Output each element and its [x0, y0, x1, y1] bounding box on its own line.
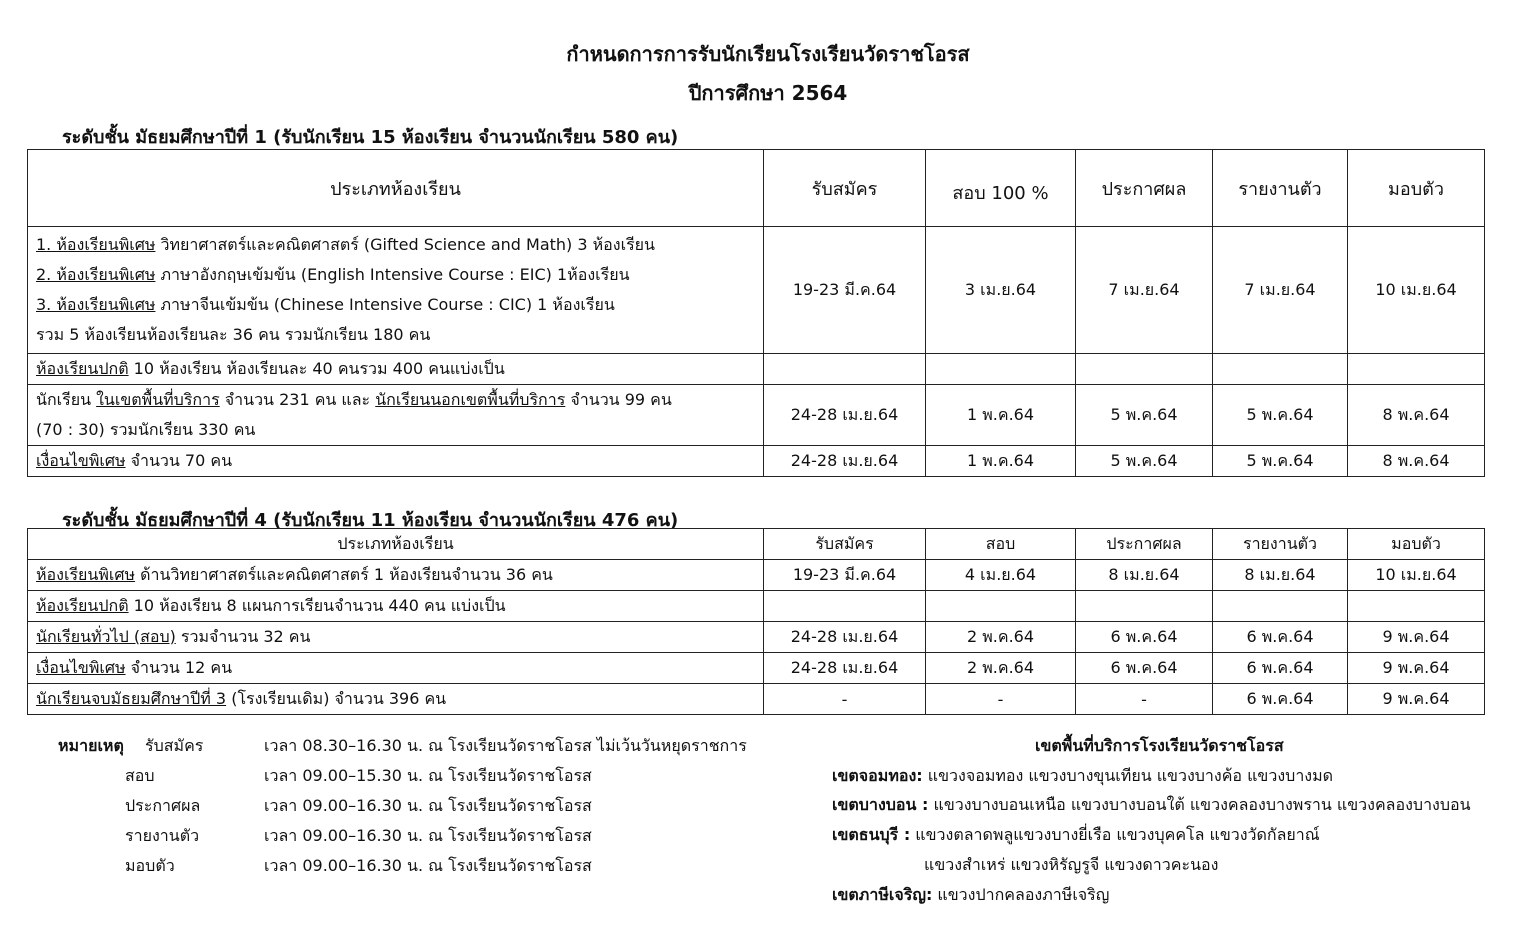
table-header-row: [28, 529, 1485, 560]
service-area-item: [832, 883, 1109, 908]
date-cell: 3 เม.ย.64: [926, 227, 1076, 354]
date-cell: 7 เม.ย.64: [1213, 227, 1348, 354]
date-cell: 2 พ.ค.64: [926, 622, 1076, 653]
out-area-label: นักเรียนนอกเขตพื้นที่บริการ: [375, 390, 566, 409]
subdistricts: แขวงบางบอนเหนือ แขวงบางบอนใต้ แขวงคลองบางพราน แขวงคลองบางบอน: [928, 795, 1471, 814]
room-type-label: เงื่อนไขพิเศษ: [36, 657, 126, 677]
col-header: มอบตัว: [1348, 529, 1485, 560]
service-area-title: เขตพื้นที่บริการโรงเรียนวัดราชโอรส: [1035, 736, 1284, 755]
date-cell: 5 พ.ค.64: [1076, 446, 1213, 477]
date-cell: 4 เม.ย.64: [926, 560, 1076, 591]
date-cell: 24-28 เม.ย.64: [764, 385, 926, 446]
date-cell: 24-28 เม.ย.64: [764, 622, 926, 653]
service-area-item: [832, 764, 1333, 789]
date-cell: 6 พ.ค.64: [1076, 653, 1213, 684]
students-cell: [28, 385, 764, 446]
date-cell: 6 พ.ค.64: [1213, 684, 1348, 715]
district-name: เขตภาษีเจริญ:: [832, 885, 933, 904]
room-type-label: ห้องเรียนปกติ: [36, 595, 129, 615]
date-cell: 19-23 มี.ค.64: [764, 227, 926, 354]
room-type-cell: [28, 653, 764, 684]
date-cell: 10 เม.ย.64: [1348, 227, 1485, 354]
special-room-total: รวม 5 ห้องเรียนห้องเรียนละ 36 คน รวมนักเรียน 180 คน: [36, 325, 431, 344]
note-value: เวลา 09.00–16.30 น. ณ โรงเรียนวัดราชโอรส: [264, 826, 592, 845]
note-key: รายงานตัว: [125, 826, 200, 845]
table-row: [28, 591, 1485, 622]
room-type-label: นักเรียนทั่วไป (สอบ): [36, 626, 176, 646]
date-cell: -: [1076, 684, 1213, 715]
date-cell: 7 เม.ย.64: [1076, 227, 1213, 354]
note-key: รับสมัคร: [145, 736, 204, 755]
date-cell: 6 พ.ค.64: [1076, 622, 1213, 653]
date-cell: 5 พ.ค.64: [1213, 385, 1348, 446]
table-row: [28, 354, 1485, 385]
note-key: ประกาศผล: [125, 796, 201, 815]
special-rooms-cell: [28, 227, 764, 354]
table-row: [28, 385, 1485, 446]
regular-room-text: 10 ห้องเรียน ห้องเรียนละ 40 คนรวม 400 คนแบ่งเป็น: [128, 358, 505, 378]
date-cell: 1 พ.ค.64: [926, 385, 1076, 446]
date-cell: 24-28 เม.ย.64: [764, 653, 926, 684]
col-header: สอบ 100 %: [926, 150, 1076, 227]
room-type-cell: [28, 684, 764, 715]
date-cell: 9 พ.ค.64: [1348, 684, 1485, 715]
in-area-label: ในเขตพื้นที่บริการ: [96, 390, 220, 409]
special-condition-cell: [28, 446, 764, 477]
date-cell: 8 เม.ย.64: [1213, 560, 1348, 591]
col-header: ประกาศผล: [1076, 150, 1213, 227]
special-room-text: ภาษาอังกฤษเข้มข้น (English Intensive Course : EIC) 1ห้องเรียน: [155, 265, 630, 284]
service-area-item: [832, 793, 1471, 818]
date-cell: 5 พ.ค.64: [1213, 446, 1348, 477]
date-cell: 8 พ.ค.64: [1348, 446, 1485, 477]
service-area-item: [832, 823, 1320, 848]
table-row: [28, 446, 1485, 477]
note-value: เวลา 09.00–15.30 น. ณ โรงเรียนวัดราชโอรส: [264, 766, 592, 785]
room-type-text: ด้านวิทยาศาสตร์และคณิตศาสตร์ 1 ห้องเรียนจำนวน 36 คน: [135, 564, 553, 584]
note-key: มอบตัว: [125, 856, 175, 875]
date-cell: [1076, 591, 1213, 622]
students-text: จำนวน 231 คน และ: [219, 390, 376, 409]
date-cell: 6 พ.ค.64: [1213, 622, 1348, 653]
date-cell: 8 เม.ย.64: [1076, 560, 1213, 591]
date-cell: 9 พ.ค.64: [1348, 653, 1485, 684]
subdistricts: แขวงปากคลองภาษีเจริญ: [932, 885, 1110, 904]
room-type-cell: [28, 560, 764, 591]
note-key: สอบ: [125, 766, 155, 785]
date-cell: 5 พ.ค.64: [1076, 385, 1213, 446]
district-name: เขตจอมทอง:: [832, 766, 923, 785]
room-type-text: 10 ห้องเรียน 8 แผนการเรียนจำนวน 440 คน แบ่งเป็น: [128, 595, 506, 615]
col-header: รายงานตัว: [1213, 529, 1348, 560]
m4-heading: ระดับชั้น มัธยมศึกษาปีที่ 4 (รับนักเรียน 11 ห้องเรียน จำนวนนักเรียน 476 คน): [62, 510, 679, 531]
date-cell: 6 พ.ค.64: [1213, 653, 1348, 684]
regular-rooms-cell: [28, 354, 764, 385]
m1-schedule-table: [27, 149, 1485, 477]
room-type-label: นักเรียนจบมัธยมศึกษาปีที่ 3: [36, 688, 227, 708]
notes-label: หมายเหตุ: [58, 736, 124, 755]
table-row: [28, 622, 1485, 653]
page-title: กำหนดการการรับนักเรียนโรงเรียนวัดราชโอรส: [566, 42, 970, 66]
special-condition-text: จำนวน 70 คน: [125, 450, 233, 470]
note-value: เวลา 09.00–16.30 น. ณ โรงเรียนวัดราชโอรส: [264, 856, 592, 875]
students-text: จำนวน 99 คน: [565, 390, 672, 409]
room-type-label: ห้องเรียนพิเศษ: [36, 564, 136, 584]
regular-room-label: ห้องเรียนปกติ: [36, 358, 129, 378]
date-cell: [926, 591, 1076, 622]
col-header: รับสมัคร: [764, 529, 926, 560]
subdistricts: แขวงจอมทอง แขวงบางขุนเทียน แขวงบางค้อ แขวงบางมด: [922, 766, 1334, 785]
note-value: เวลา 09.00–16.30 น. ณ โรงเรียนวัดราชโอรส: [264, 796, 592, 815]
page-subtitle: ปีการศึกษา 2564: [688, 81, 848, 105]
students-ratio: (70 : 30) รวมนักเรียน 330 คน: [36, 420, 256, 439]
col-header: รับสมัคร: [764, 150, 926, 227]
room-type-cell: [28, 622, 764, 653]
special-room-text: ภาษาจีนเข้มข้น (Chinese Intensive Course : CIC) 1 ห้องเรียน: [155, 295, 615, 314]
room-type-text: จำนวน 12 คน: [125, 657, 233, 677]
students-text: นักเรียน: [36, 390, 97, 409]
table-row: [28, 227, 1485, 354]
col-header: มอบตัว: [1348, 150, 1485, 227]
m4-schedule-table: [27, 528, 1485, 715]
room-type-cell: [28, 591, 764, 622]
col-header: ประกาศผล: [1076, 529, 1213, 560]
date-cell: [1348, 591, 1485, 622]
col-header: ประเภทห้องเรียน: [28, 529, 764, 560]
date-cell: 24-28 เม.ย.64: [764, 446, 926, 477]
date-cell: -: [764, 684, 926, 715]
district-name: เขตธนบุรี :: [832, 825, 911, 844]
table-row: [28, 560, 1485, 591]
special-room-text: วิทยาศาสตร์และคณิตศาสตร์ (Gifted Science and Math) 3 ห้องเรียน: [155, 235, 655, 254]
note-value: เวลา 08.30–16.30 น. ณ โรงเรียนวัดราชโอรส ไม่เว้นวันหยุดราชการ: [264, 736, 747, 755]
col-header: ประเภทห้องเรียน: [28, 150, 764, 227]
date-cell: [764, 591, 926, 622]
date-cell: [1213, 591, 1348, 622]
room-type-text: รวมจำนวน 32 คน: [175, 626, 311, 646]
date-cell: 2 พ.ค.64: [926, 653, 1076, 684]
date-cell: 1 พ.ค.64: [926, 446, 1076, 477]
room-type-text: (โรงเรียนเดิม) จำนวน 396 คน: [226, 688, 447, 708]
special-room-label: 3. ห้องเรียนพิเศษ: [36, 295, 156, 314]
date-cell: -: [926, 684, 1076, 715]
table-row: [28, 684, 1485, 715]
subdistricts: แขวงตลาดพลูแขวงบางยี่เรือ แขวงบุคคโล แขวงวัดกัลยาณ์: [910, 825, 1320, 844]
date-cell: 19-23 มี.ค.64: [764, 560, 926, 591]
m1-heading: ระดับชั้น มัธยมศึกษาปีที่ 1 (รับนักเรียน 15 ห้องเรียน จำนวนนักเรียน 580 คน): [62, 127, 679, 148]
table-row: [28, 653, 1485, 684]
col-header: สอบ: [926, 529, 1076, 560]
table-header-row: [28, 150, 1485, 227]
special-condition-label: เงื่อนไขพิเศษ: [36, 450, 126, 470]
district-name: เขตบางบอน :: [832, 795, 929, 814]
col-header: รายงานตัว: [1213, 150, 1348, 227]
special-room-label: 1. ห้องเรียนพิเศษ: [36, 235, 156, 254]
service-area-item: [924, 853, 1218, 878]
date-cell: 9 พ.ค.64: [1348, 622, 1485, 653]
subdistricts: แขวงสำเหร่ แขวงหิรัญรูจี แขวงดาวคะนอง: [924, 855, 1219, 874]
date-cell: 10 เม.ย.64: [1348, 560, 1485, 591]
date-cell: 8 พ.ค.64: [1348, 385, 1485, 446]
special-room-label: 2. ห้องเรียนพิเศษ: [36, 265, 156, 284]
